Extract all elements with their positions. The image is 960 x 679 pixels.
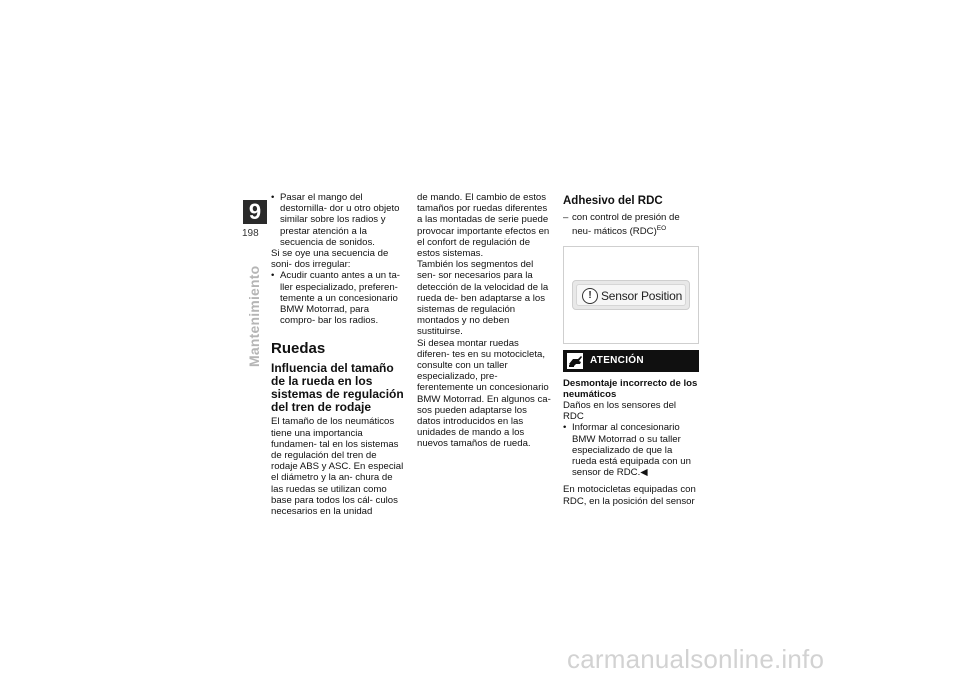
bullet-item: • Acudir cuanto antes a un ta- ller especializado, preferen- temente a un concesionario BMW Motorrad, para compro- bar los radios. [271,270,405,326]
text-column-1 [271,192,405,517]
paragraph: Si desea montar ruedas diferen- tes en su motocicleta, consulte con un taller especializado, pre- ferentemente un concesionario BMW Motorrad. En algunos ca- sos pueden adaptarse los datos introducidos en las unidades de mando a los nuevos tamaños de rueda. [417,337,551,450]
paragraph: Si se oye una secuencia de soni- dos irregular: [271,248,389,271]
section-heading-ruedas: Ruedas [271,340,326,358]
warning-heading: Desmontaje incorrecto de los neumáticos [563,377,698,400]
warning-bar [563,350,699,372]
watermark: carmanualsonline.info [567,644,825,674]
warning-label: ATENCIÓN [590,354,644,366]
paragraph: El tamaño de los neumáticos tiene una importancia fundamen- tal en los sistemas de regulación del tren de rodaje ABS y ASC. En especial el diámetro y la an- chura de las ruedas se utilizan como base para todos los cál- culos necesarios en la unidad [271,416,404,518]
section-heading-rdc: Adhesivo del RDC [563,195,663,207]
subsection-heading: Influencia del tamaño de la rueda en los sistemas de regulación del tren de rodaje [271,361,404,415]
hand-warning-icon [567,353,583,369]
dash-item [563,212,699,238]
text-column-3 [563,192,699,507]
warning-bullet: • Informar al concesionario BMW Motorrad o su taller especializado de que la rueda está equipada con un sensor de RDC.◀ [563,422,699,478]
display-text: Sensor Position [601,288,683,303]
paragraph: También los segmentos del sen- sor necesarios para la detección de la velocidad de la rueda de- ben adaptarse a los sistemas de regulación montados y no deben sustituirse. [417,259,549,338]
text-column-2 [417,192,551,450]
page-number: 198 [242,228,259,239]
bullet-item: • Pasar el mango del destornilla- dor u otro objeto similar sobre los radios y prestar atención a la secuencia de sonidos. [271,192,405,248]
warning-circle-icon: ! [582,288,598,304]
section-side-label: Mantenimiento [246,265,262,367]
warning-text: Daños en los sensores del RDC [563,400,677,423]
equipment-superscript: EO [656,225,667,233]
sensor-position-figure [563,246,699,344]
chapter-number-box: 9 [243,200,267,224]
dash-item-text: con control de presión de neu- máticos (RDC) [572,212,680,238]
paragraph: de mando. El cambio de estos tamaños por ruedas diferentes a las montadas de serie puede provocar importante efectos en el confort de regulación de estos sistemas. [417,192,550,260]
paragraph: En motocicletas equipadas con RDC, en la posición del sensor [563,484,696,507]
display-screen [576,284,686,306]
display-panel [572,280,690,310]
